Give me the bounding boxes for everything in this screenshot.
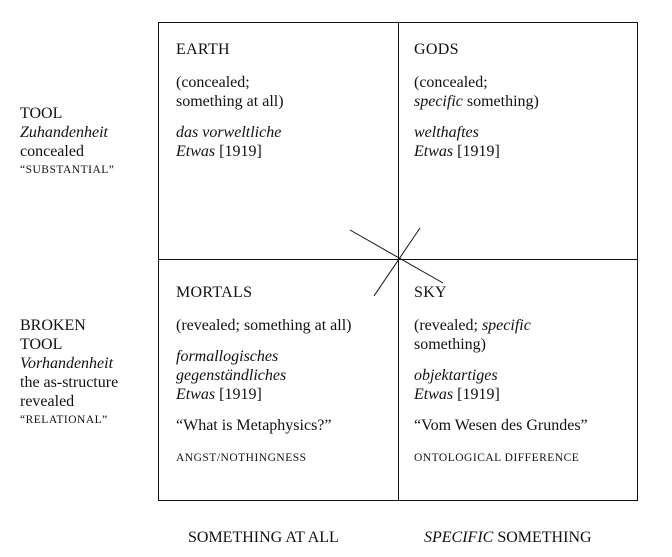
cell-sky-desc1-line bbox=[414, 316, 588, 335]
cell-mortals-year: [1919] bbox=[219, 386, 262, 403]
cell-earth-year: [1919] bbox=[219, 143, 262, 160]
row-label-bottom-line2: TOOL bbox=[20, 336, 63, 353]
cell-mortals bbox=[176, 283, 351, 468]
cell-sky-year: [1919] bbox=[457, 386, 500, 403]
column-label-left bbox=[188, 528, 339, 547]
cell-earth-desc1: (concealed; bbox=[176, 74, 250, 91]
cell-gods-term2-line bbox=[414, 142, 539, 161]
cell-mortals-term2: gegenständliches bbox=[176, 367, 287, 384]
cell-gods-desc2-line bbox=[414, 92, 539, 111]
cell-sky-term2-line bbox=[414, 385, 588, 404]
row-label-bottom bbox=[20, 316, 118, 430]
cell-earth-title: EARTH bbox=[176, 41, 230, 58]
cell-mortals-desc1: (revealed; something at all) bbox=[176, 317, 352, 334]
cell-gods-desc2-italic: specific bbox=[414, 93, 463, 110]
cell-sky-desc2: something) bbox=[414, 336, 486, 353]
cell-sky-term1: objektartiges bbox=[414, 367, 498, 384]
row-label-bottom-line3: Vorhandenheit bbox=[20, 355, 114, 372]
row-label-bottom-line6: “RELATIONAL” bbox=[20, 414, 108, 426]
column-label-right-italic: SPECIFIC bbox=[424, 529, 494, 546]
cell-gods-desc1: (concealed; bbox=[414, 74, 488, 91]
cell-earth bbox=[176, 40, 284, 161]
cell-sky-work: “Vom Wesen des Grundes” bbox=[414, 417, 588, 434]
row-label-top-line4: “SUBSTANTIAL” bbox=[20, 164, 115, 176]
cell-gods bbox=[414, 40, 539, 161]
row-label-bottom-line5: revealed bbox=[20, 393, 75, 410]
row-label-bottom-line4: the as-structure bbox=[20, 374, 119, 391]
row-label-top bbox=[20, 104, 114, 180]
cell-mortals-work: “What is Metaphysics?” bbox=[176, 417, 332, 434]
cell-sky bbox=[414, 283, 588, 468]
row-label-bottom-line1: BROKEN bbox=[20, 317, 86, 334]
cross-line-a bbox=[350, 230, 443, 283]
cell-earth-term1: das vorweltliche bbox=[176, 124, 282, 141]
cell-mortals-term3-line bbox=[176, 385, 351, 404]
cell-mortals-term1: formallogisches bbox=[176, 348, 279, 365]
cell-earth-term2: Etwas bbox=[176, 143, 216, 160]
cell-gods-term2: Etwas bbox=[414, 143, 454, 160]
cell-sky-term2: Etwas bbox=[414, 386, 454, 403]
cell-sky-desc1-italic: specific bbox=[481, 317, 531, 334]
column-label-left-text: SOMETHING AT ALL bbox=[188, 529, 339, 546]
cell-gods-title: GODS bbox=[414, 41, 459, 58]
row-label-top-line2: Zuhandenheit bbox=[20, 124, 108, 141]
row-label-top-line1: TOOL bbox=[20, 105, 63, 122]
cell-earth-desc2: something at all) bbox=[176, 93, 284, 110]
column-label-right-rest: SOMETHING bbox=[493, 529, 592, 546]
cell-mortals-term3: Etwas bbox=[176, 386, 216, 403]
cell-gods-desc2-rest: something) bbox=[462, 93, 539, 110]
cell-sky-desc1-a: (revealed; bbox=[414, 317, 482, 334]
cell-gods-year: [1919] bbox=[457, 143, 500, 160]
cell-sky-theme: ONTOLOGICAL DIFFERENCE bbox=[414, 452, 580, 464]
row-label-top-line3: concealed bbox=[20, 143, 84, 160]
column-label-right bbox=[424, 528, 592, 547]
cell-mortals-title: MORTALS bbox=[176, 284, 253, 301]
cell-gods-term1: welthaftes bbox=[414, 124, 479, 141]
cell-mortals-theme: ANGST/NOTHINGNESS bbox=[176, 452, 307, 464]
cell-earth-term2-line bbox=[176, 142, 284, 161]
cell-sky-title: SKY bbox=[414, 284, 447, 301]
